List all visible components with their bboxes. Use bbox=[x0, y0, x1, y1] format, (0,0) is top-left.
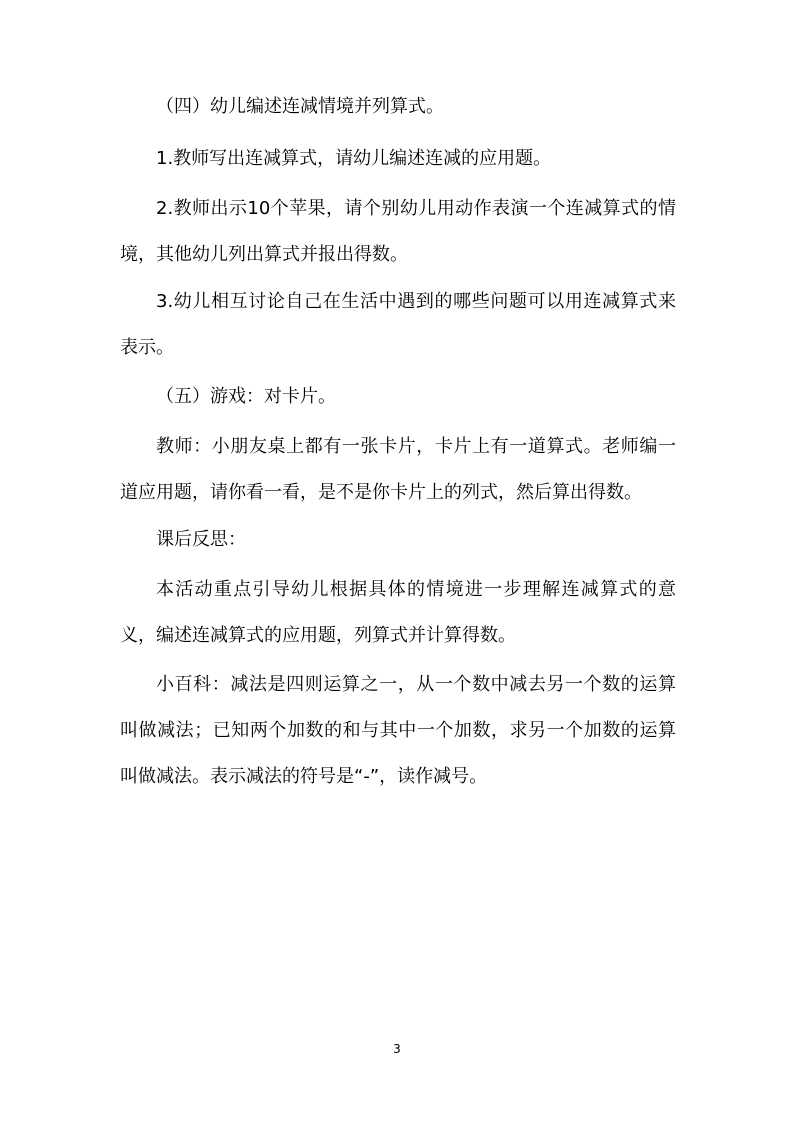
paragraph-step-3: 3.幼儿相互讨论自己在生活中遇到的哪些问题可以用连减算式来表示。 bbox=[120, 291, 676, 358]
heading-reflection: 课后反思： bbox=[156, 529, 246, 550]
paragraph-teacher-instruction: 教师：小朋友桌上都有一张卡片，卡片上有一道算式。老师编一道应用题，请你看一看，是不是你卡片上的列式，然后算出得数。 bbox=[120, 436, 676, 503]
paragraph-reflection: 本活动重点引导幼儿根据具体的情境进一步理解连减算式的意义，编述连减算式的应用题，列算式并计算得数。 bbox=[120, 579, 676, 646]
paragraph-step-2: 2.教师出示10个苹果，请个别幼儿用动作表演一个连减算式的情境，其他幼儿列出算式并报出得数。 bbox=[120, 198, 676, 265]
heading-section-four: （四）幼儿编述连减情境并列算式。 bbox=[156, 96, 444, 117]
page-number: 3 bbox=[393, 1042, 401, 1056]
paragraph-encyclopedia: 小百科：减法是四则运算之一，从一个数中减去另一个数的运算叫做减法；已知两个加数的和与其中一个加数，求另一个加数的运算叫做减法。表示减法的符号是“-”，读作减号。 bbox=[120, 674, 676, 787]
heading-section-five: （五）游戏：对卡片。 bbox=[156, 386, 336, 407]
paragraph-step-1: 1.教师写出连减算式，请幼儿编述连减的应用题。 bbox=[156, 148, 552, 169]
